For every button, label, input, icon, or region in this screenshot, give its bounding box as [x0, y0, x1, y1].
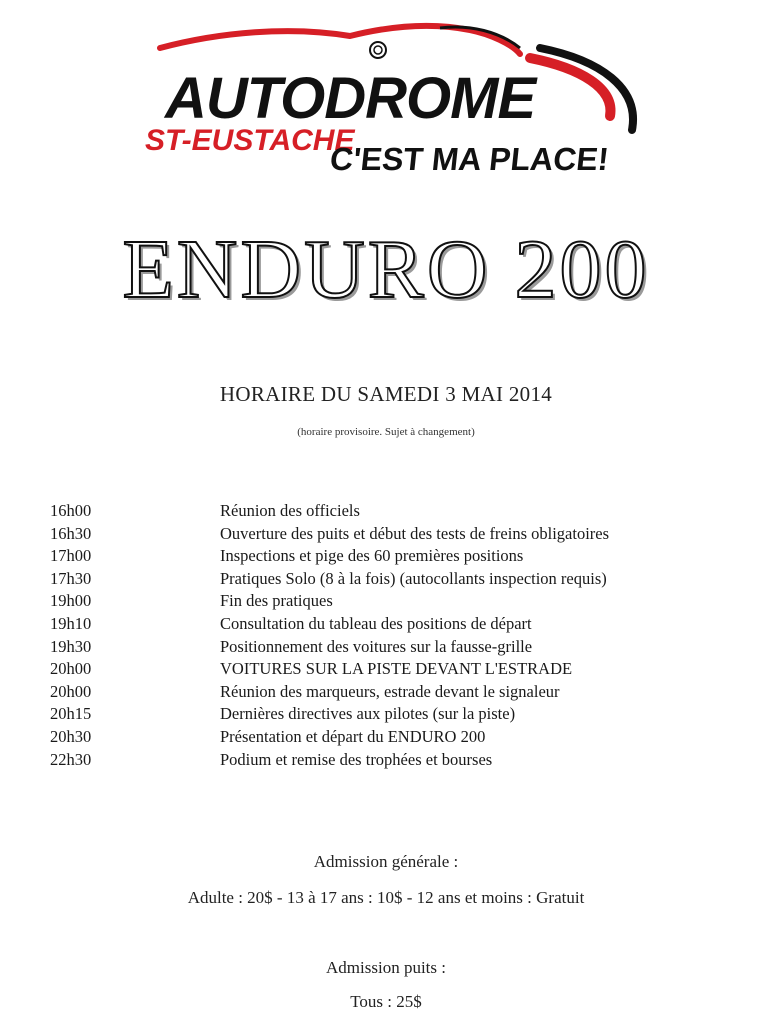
schedule-time: 20h30 [50, 726, 92, 746]
page-title: ENDURO 200 [122, 223, 650, 316]
schedule-row [50, 523, 750, 546]
provisional-note: (horaire provisoire. Sujet à changement) [297, 426, 475, 438]
schedule-time: 16h30 [50, 523, 92, 543]
schedule-heading: HORAIRE DU SAMEDI 3 MAI 2014 [219, 382, 553, 406]
schedule-event: Fin des pratiques [220, 591, 333, 611]
schedule-row [50, 613, 750, 636]
logo-autodrome: AUTODROME [165, 66, 536, 131]
schedule-event: Présentation et départ du ENDURO 200 [220, 726, 486, 746]
schedule-event: Pratiques Solo (8 à la fois) (autocollants inspection requis) [220, 568, 607, 588]
schedule-time: 20h00 [50, 681, 92, 701]
schedule-event: Podium et remise des trophées et bourses [220, 749, 493, 769]
schedule-event: Positionnement des voitures sur la fausse-grille [220, 636, 533, 656]
schedule-event: VOITURES SUR LA PISTE DEVANT L'ESTRADE [220, 659, 573, 679]
schedule-row [50, 568, 750, 591]
schedule-time: 17h00 [50, 546, 92, 566]
general-admission-prices: Adulte : 20$ - 13 à 17 ans : 10$ - 12 ans et moins : Gratuit [187, 888, 585, 907]
schedule-time: 22h30 [50, 749, 92, 769]
schedule-time: 16h00 [50, 501, 92, 520]
schedule-row [50, 681, 750, 704]
schedule-event: Ouverture des puits et début des tests de freins obligatoires [220, 523, 610, 543]
schedule-time: 17h30 [50, 568, 92, 588]
schedule-time: 19h10 [50, 613, 92, 633]
general-admission-label: Admission générale : [313, 852, 459, 871]
schedule-list [50, 500, 750, 771]
pits-admission-label: Admission puits : [326, 958, 446, 977]
schedule-time: 19h00 [50, 591, 92, 611]
schedule-row [50, 500, 750, 523]
schedule-row [50, 590, 750, 613]
schedule-row [50, 636, 750, 659]
schedule-event: Consultation du tableau des positions de départ [220, 613, 532, 633]
schedule-row [50, 726, 750, 749]
schedule-event: Réunion des marqueurs, estrade devant le signaleur [220, 681, 560, 701]
logo-st-eustache: ST-EUSTACHE [145, 124, 355, 157]
schedule-time: 20h00 [50, 659, 92, 679]
schedule-event: Inspections et pige des 60 premières positions [220, 546, 524, 566]
schedule-row [50, 545, 750, 568]
schedule-event: Réunion des officiels [220, 501, 360, 520]
autodrome-logo [140, 18, 660, 188]
pits-admission-prices: Tous : 25$ [350, 992, 422, 1011]
schedule-time: 20h15 [50, 704, 92, 724]
schedule-event: Dernières directives aux pilotes (sur la piste) [220, 704, 516, 724]
schedule-row [50, 703, 750, 726]
logo-slogan: C'EST MA PLACE! [328, 141, 611, 177]
schedule-row [50, 749, 750, 772]
schedule-row [50, 658, 750, 681]
schedule-time: 19h30 [50, 636, 92, 656]
